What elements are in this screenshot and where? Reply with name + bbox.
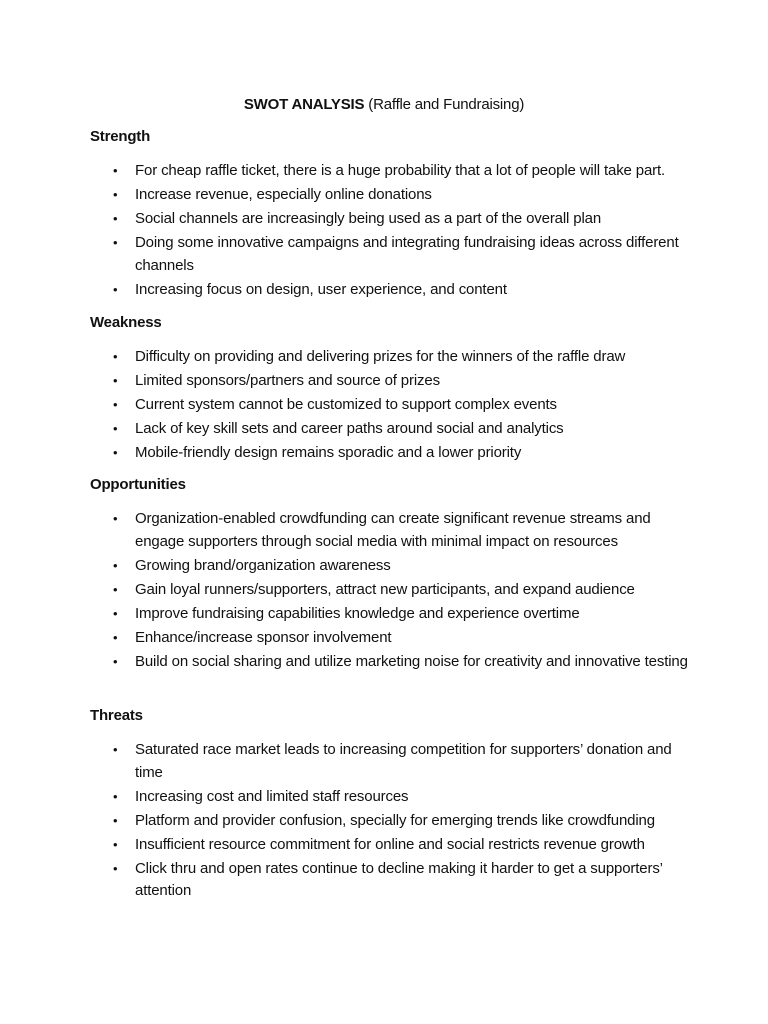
list-item-text: Gain loyal runners/supporters, attract new participants, and expand audience [135,580,635,598]
bullet-icon: • [113,421,118,436]
list-item-text: Build on social sharing and utilize marketing noise for creativity and innovative testing [135,652,688,670]
list-item [90,346,690,369]
bullet-icon: • [113,397,118,412]
bullet-icon: • [113,445,118,460]
list-item-text: Organization-enabled crowdfunding can create significant revenue streams and engage supporters through social media with minimal impact on resources [135,510,651,550]
list-item [90,555,690,578]
bullet-list [90,739,690,903]
title-subtitle: (Raffle and Fundraising) [368,96,525,113]
bullet-icon: • [113,557,118,573]
list-item-text: Increasing cost and limited staff resources [135,787,409,805]
list-item-text: Increase revenue, especially online donations [135,186,432,203]
section-weakness [90,312,690,466]
list-item [90,627,690,650]
bullet-icon: • [113,349,118,364]
list-item [90,442,690,465]
bullet-icon: • [113,812,118,828]
bullet-icon: • [113,187,118,202]
document-title [0,94,768,116]
bullet-icon: • [113,742,118,757]
list-item [90,579,690,602]
list-item [90,208,690,231]
bullet-icon: • [113,211,118,226]
list-item [90,279,690,302]
section-threats [90,705,690,904]
list-item [90,508,690,553]
bullet-icon: • [113,235,118,250]
bullet-icon: • [113,836,118,852]
list-item-text: Doing some innovative campaigns and integrating fundraising ideas across different channels [135,234,679,274]
list-item-text: Improve fundraising capabilities knowledge and experience overtime [135,604,580,622]
list-item [90,651,690,674]
list-item [90,394,690,417]
list-item [90,834,690,857]
list-item-text: Mobile-friendly design remains sporadic and a lower priority [135,444,522,461]
bullet-icon: • [113,605,118,621]
list-item [90,232,690,277]
list-item-text: Current system cannot be customized to support complex events [135,396,557,413]
list-item-text: Platform and provider confusion, specially for emerging trends like crowdfunding [135,811,655,829]
bullet-icon: • [113,281,118,297]
bullet-icon: • [113,581,118,597]
bullet-icon: • [113,860,118,876]
list-item [90,810,690,833]
section-heading: Opportunities [90,476,186,493]
section-strength [90,126,690,303]
list-item-text: Increasing focus on design, user experience, and content [135,280,507,298]
section-opportunities [90,474,690,675]
section-heading: Strength [90,128,151,145]
list-item-text: Enhance/increase sponsor involvement [135,628,392,646]
section-heading: Weakness [90,314,162,331]
list-item [90,370,690,393]
title-main: SWOT ANALYSIS [243,96,365,113]
list-item-text: Social channels are increasingly being used as a part of the overall plan [135,210,602,227]
bullet-icon: • [113,373,118,388]
bullet-icon: • [113,511,118,526]
list-item [90,184,690,207]
bullet-list [90,508,690,673]
bullet-icon: • [113,788,118,804]
list-item-text: Lack of key skill sets and career paths around social and analytics [135,420,564,437]
bullet-icon: • [113,629,118,645]
list-item [90,603,690,626]
section-heading: Threats [90,707,143,724]
bullet-icon: • [113,163,118,178]
list-item [90,160,690,183]
list-item-text: Limited sponsors/partners and source of prizes [135,372,440,389]
bullet-list [90,346,690,465]
list-item-text: For cheap raffle ticket, there is a huge probability that a lot of people will take part. [135,162,666,179]
list-item-text: Growing brand/organization awareness [135,556,391,574]
list-item-text: Click thru and open rates continue to decline making it harder to get a supporters’ attention [135,859,663,899]
list-item [90,418,690,441]
list-item-text: Insufficient resource commitment for online and social restricts revenue growth [135,835,645,853]
list-item-text: Difficulty on providing and delivering prizes for the winners of the raffle draw [135,348,626,365]
bullet-list [90,160,690,301]
list-item [90,786,690,809]
list-item-text: Saturated race market leads to increasing competition for supporters’ donation and time [135,741,672,781]
list-item [90,739,690,784]
bullet-icon: • [113,653,118,669]
list-item [90,858,690,903]
